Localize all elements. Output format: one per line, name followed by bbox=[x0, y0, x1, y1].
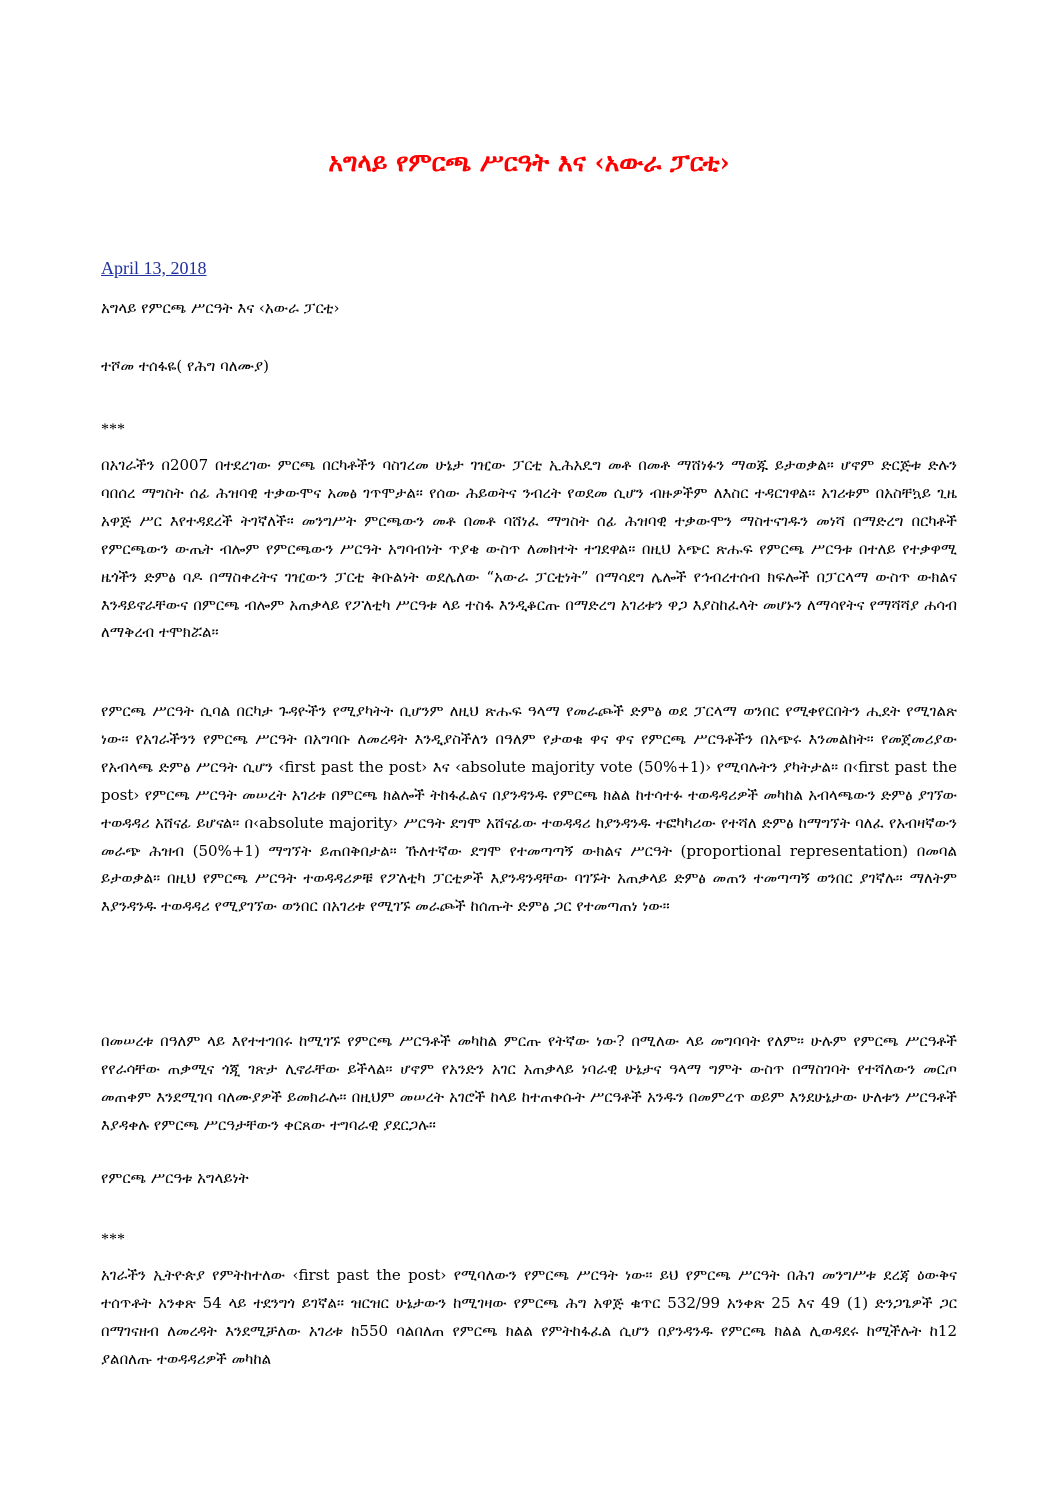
paragraph-best-system: በመሠረቱ በዓለም ላይ እየተተገበሩ ከሚገኙ የምርጫ ሥርዓቶች መካከል ምርጡ የትኛው ነው? በሚለው ላይ መግባባት የለም። ሁሉም የምርጫ ሥርዓቶች የየራሳቸው ጠቃሚና ጎጂ ገጽታ ሊኖራቸው ይችላል። ሆኖም የአንድን አገር አጠቃላይ ነባራዊ ሁኔታና ዓላማ ግምት ውስጥ በማስገባት የተሻለውን መርጦ መጠቀም እንደሚገባ ባለሙያዎች ይመክራሉ። በዚህም መሠረት አገሮች ከላይ ከተጠቀሱት ሥርዓቶች አንዱን በመምረጥ ወይም እንደሁኔታው ሁለቱን ሥርዓቶች እያዳቀሉ የምርጫ ሥርዓታቸውን ቀርጸው ተግባራዊ ያደርጋሉ፡፡ bbox=[101, 1032, 957, 1134]
document-title: አግላይ የምርጫ ሥርዓት እና ‹አውራ ፓርቲ› bbox=[328, 148, 730, 177]
section-heading: የምርጫ ሥርዓቱ አግላይነት bbox=[101, 1169, 249, 1187]
separator: *** bbox=[101, 421, 125, 438]
author-byline: ተሾመ ተሰፋዬ( የሕግ ባለሙያ) bbox=[101, 357, 269, 375]
paragraph-electoral-systems: የምርጫ ሥርዓት ሲባል በርካታ ጉዳዮችን የሚያካትት ቢሆንም ለዚህ ጽሑፍ ዓላማ የመራጮች ድምፅ ወደ ፓርላማ ወንበር የሚቀየርበትን ሒደት የሚገልጽ ነው፡፡ የአገራችንን የምርጫ ሥርዓት በአግባቡ ለመረዳት እንዲያስችለን በዓለም የታወቁ ዋና ዋና የምርጫ ሥርዓቶችን በአጭሩ እንመልከት። የመጀመሪያው የአብላጫ ድምፅ ሥርዓት ሲሆን ‹first past the post› እና ‹absolute majority vote (50%+1)› የሚባሉትን ያካትታል። በ‹first past the post› የምርጫ ሥርዓት መሠረት አገሪቱ በምርጫ ክልሎች ትከፋፈልና በያንዳንዱ የምርጫ ክልል ከተሳተፉ ተወዳዳሪዎች መካከል አብላጫውን ድምፅ ያገኘው ተወዳዳሪ አሸናፊ ይሆናል። በ‹absolute majority› ሥርዓት ደግሞ አሸናፊው ተወዳዳሪ ከያንዳንዱ ተፎካካሪው የተሻለ ድምፅ ከማግኘት ባለፈ የአብዛኛውን መራጭ ሕዝብ (50%+1) ማግኘት ይጠበቅበታል። ኹለተኛው ደግሞ የተመጣጣኝ ውክልና ሥርዓት (proportional representation) በመባል ይታወቃል። በዚህ የምርጫ ሥርዓት ተወዳዳሪዎቹ የፖለቲካ ፓርቲዎች እያንዳንዳቸው ባገኙት አጠቃላይ ድምፅ መጠን ተመጣጣኝ ወንበር ያገኛሉ። ማለትም እያንዳንዱ ተወዳዳሪ የሚያገኘው ወንበር በአገሪቱ የሚገኙ መራጮች ከሰጡት ድምፅ ጋር የተመጣጠነ ነው። bbox=[101, 702, 957, 916]
date-link[interactable]: April 13, 2018 bbox=[101, 258, 207, 278]
subtitle: አግላይ የምርጫ ሥርዓት እና ‹አውራ ፓርቲ› bbox=[101, 299, 340, 317]
paragraph-fptp-ethiopia: አገራችን ኢትዮጵያ የምትከተለው ‹first past the post› የሚባለውን የምርጫ ሥርዓት ነው። ይህ የምርጫ ሥርዓት በሕገ መንግሥቱ ደረጃ ዕውቅና ተሰጥቶት አንቀጽ 54 ላይ ተደንግጎ ይገኛል፡፡ ዝርዝር ሁኔታውን ከሚገዛው የምርጫ ሕግ አዋጅ ቁጥር 532/99 አንቀጽ 25 እና 49 (1) ድንጋጌዎች ጋር በማገናዘብ ለመረዳት እንደሚቻለው አገሪቱ ከ550 ባልበለጠ የምርጫ ክልል የምትከፋፈል ሲሆን በያንዳንዱ የምርጫ ክልል ሊወዳደሩ ከሚችሉት ከ12 ያልበለጡ ተወዳዳሪዎች መካከል bbox=[101, 1266, 957, 1368]
paragraph-intro: በአገራችን በ2007 በተደረገው ምርጫ በርካቶችን ባስገረመ ሁኔታ ገዢው ፓርቲ ኢሕአዴግ መቶ በመቶ ማሸነፉን ማወጁ ይታወቃል። ሆኖም ድርጅቱ ድሉን ባበሰረ ማግስት ሰፊ ሕዝባዊ ተቃውሞና አመፅ ገጥሞታል፡፡ የሰው ሕይወትና ንብረት የወደመ ሲሆን ብዙዎችም ለእስር ተዳርገዋል፡፡ አገሪቱም በአስቸኳይ ጊዜ አዋጅ ሥር እየተዳደረች ትገኛለች፡፡ መንግሥት ምርጫውን መቶ በመቶ ባሸነፈ ማግስት ሰፊ ሕዝባዊ ተቃውሞን ማስተናገዱን መነሻ በማድረግ በርካቶች የምርጫውን ውጤት ብሎም የምርጫውን ሥርዓት አግባብነት ጥያቄ ውስጥ ለመክተት ተገደዋል፡፡ በዚህ አጭር ጽሑፍ የምርጫ ሥርዓቱ በተለይ የተቃዋሚ ዜጎችን ድምፅ ባዶ በማስቀረትና ገዢውን ፓርቲ ቅቡልነት ወደሌለው “አውራ ፓርቲነት” በማሳደግ ሌሎች የኅብረተሰብ ክፍሎች በፓርላማ ውስጥ ውክልና እንዳይኖራቸውና በምርጫ ብሎም አጠቃላይ የፖለቲካ ሥርዓቱ ላይ ተስፋ እንዲቆርጡ በማድረግ አገሪቱን ዋጋ እያስከፈላት መሆኑን ለማሳየትና የማሻሻያ ሐሳብ ለማቅረብ ተሞክሯል። bbox=[101, 456, 957, 642]
separator: *** bbox=[101, 1231, 125, 1248]
